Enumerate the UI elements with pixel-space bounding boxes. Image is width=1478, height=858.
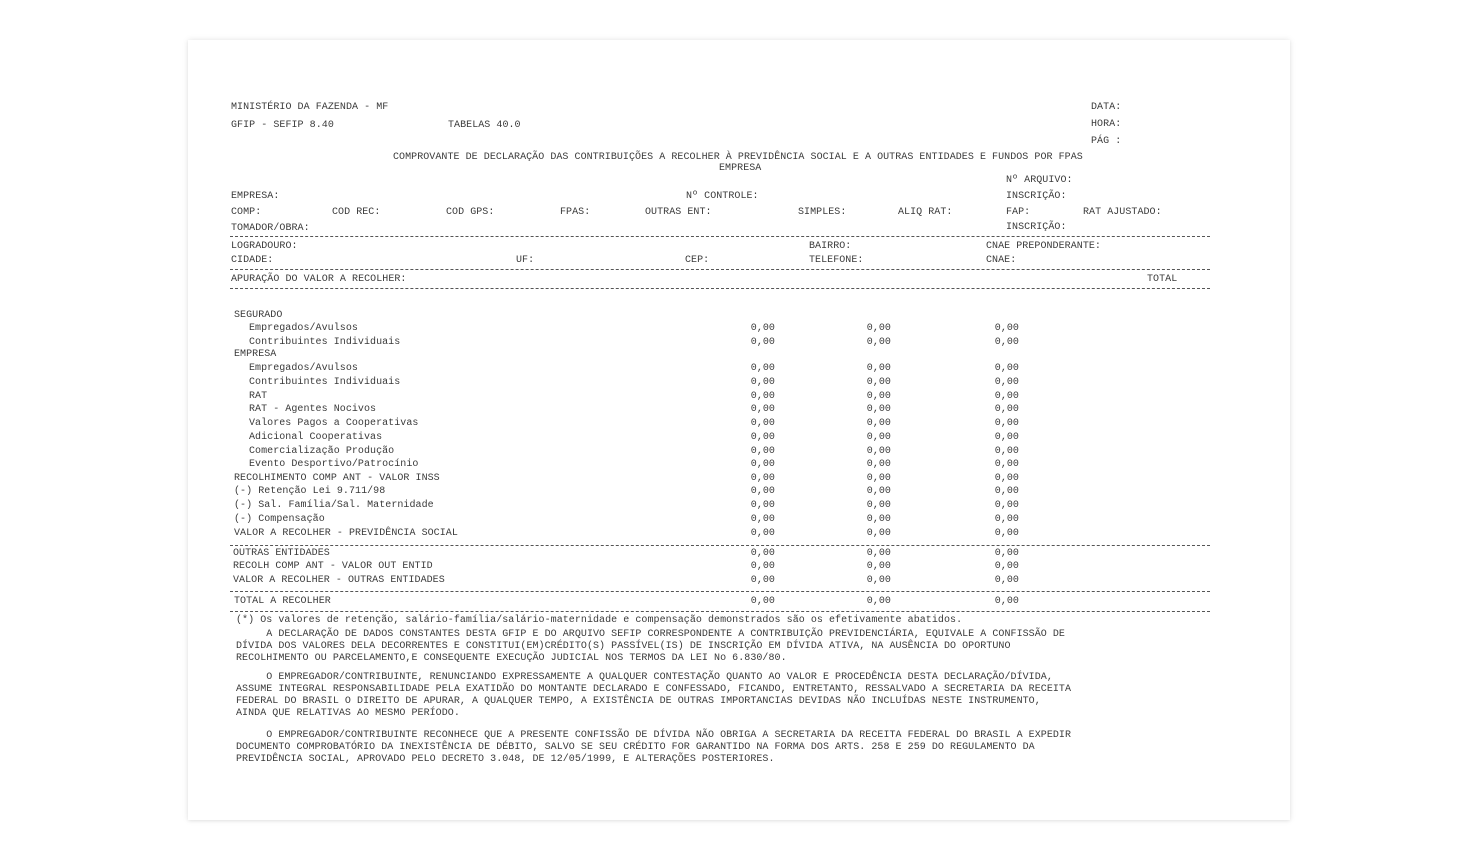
row-value: 0,00 [866,486,891,497]
divider [230,591,1210,592]
row-value: 0,00 [750,391,775,402]
row-value: 0,00 [866,404,891,415]
footnote: (*) Os valores de retenção, salário-família/salário-maternidade e compensação demonstrados são os efetivamente abatidos. [236,615,963,626]
responsibility-paragraph: O EMPREGADOR/CONTRIBUINTE, RENUNCIANDO EXPRESSAMENTE A QUALQUER CONTESTAÇÃO QUANTO AO VALOR E PROCEDÊNCIA DESTA DECLARAÇÃO/DÍVIDA, ASSUME INTEGRAL RESPONSABILIDADE PELA EXATIDÃO DO MONTANTE DECLARADO E CONFESSADO, FICANDO, ENTRETANTO, RESSALVADO A SECRETARIA DA RECEITA FEDERAL DO BRASIL O DIREITO DE APURAR, A QUALQUER TEMPO, A EXISTÊNCIA DE OUTRAS IMPORTANCIAS DEVIDAS NÃO INCLUÍDAS NESTE INSTRUMENTO, AINDA QUE RELATIVAS AO MESMO PERÍODO. [236,672,1072,719]
aliq-rat-label: ALIQ RAT: [898,207,953,218]
row-value: 0,00 [750,500,775,511]
row-value: 0,00 [866,418,891,429]
row-label: (-) Sal. Família/Sal. Maternidade [234,500,434,511]
apuracao-label: APURAÇÃO DO VALOR A RECOLHER: [231,274,407,285]
tables-version: TABELAS 40.0 [448,120,521,131]
outras-ent-label: OUTRAS ENT: [645,207,712,218]
declaration-paragraph: A DECLARAÇÃO DE DADOS CONSTANTES DESTA GFIP E DO ARQUIVO SEFIP CORRESPONDENTE A CONTRIBUIÇÃO PREVIDENCIÁRIA, EQUIVALE A CONFISSÃO DE DÍVIDA DOS VALORES DELA DECORRENTES E CONSTITUI(EM)CRÉDITO(S) PASSÍVEL(IS) DE INSCRIÇÃO EM DÍVIDA ATIVA, NA AUSÊNCIA DO OPORTUNO RECOLHIMENTO OU PARCELAMENTO,E CONSEQUENTE EXECUÇÃO JUDICIAL NOS TERMOS DA LEI No 6.830/80. [236,629,1065,664]
row-label: SEGURADO [234,310,283,321]
row-value: 0,00 [866,377,891,388]
controle-label: Nº CONTROLE: [686,191,759,202]
divider [230,545,1210,546]
row-label: RECOLH COMP ANT - VALOR OUT ENTID [233,561,433,572]
row-value: 0,00 [994,500,1019,511]
recognition-paragraph: O EMPREGADOR/CONTRIBUINTE RECONHECE QUE A PRESENTE CONFISSÃO DE DÍVIDA NÃO OBRIGA A SECRETARIA DA RECEITA FEDERAL DO BRASIL A EXPEDIR DOCUMENTO COMPROBATÓRIO DA INEXISTÊNCIA DE DÉBITO, SALVO SE SEU CRÉDITO FOR GARANTIDO NA FORMA DOS ARTS. 258 E 259 DO REGULAMENTO DA PREVIDÊNCIA SOCIAL, APROVADO PELO DECRETO 3.048, DE 12/05/1999, E ALTERAÇÕES POSTERIORES. [236,730,1072,765]
row-value: 0,00 [750,363,775,374]
row-label: Valores Pagos a Cooperativas [249,418,419,429]
system-version: GFIP - SEFIP 8.40 [231,120,334,131]
row-value: 0,00 [866,337,891,348]
row-value: 0,00 [750,418,775,429]
row-value: 0,00 [750,446,775,457]
row-value: 0,00 [994,363,1019,374]
row-label: Contribuintes Individuais [249,337,401,348]
row-value: 0,00 [994,473,1019,484]
telefone-label: TELEFONE: [809,255,864,266]
fpas-label: FPAS: [560,207,591,218]
row-value: 0,00 [866,363,891,374]
row-label: Empregados/Avulsos [249,323,358,334]
divider [230,288,1210,289]
row-value: 0,00 [994,446,1019,457]
row-label: (-) Compensação [234,514,325,525]
row-value: 0,00 [866,446,891,457]
tomador-label: TOMADOR/OBRA: [231,223,310,234]
row-label: VALOR A RECOLHER - OUTRAS ENTIDADES [233,575,445,586]
inscricao-label: INSCRIÇÃO: [1006,191,1067,202]
total-column-label: TOTAL [1147,274,1178,285]
cidade-label: CIDADE: [231,255,274,266]
row-value: 0,00 [750,548,775,559]
row-value: 0,00 [994,323,1019,334]
inscricao-tomador-label: INSCRIÇÃO: [1006,222,1067,233]
bairro-label: BAIRRO: [809,241,852,252]
cnae-preponderante-label: CNAE PREPONDERANTE: [986,241,1101,252]
divider [230,611,1210,612]
date-label: DATA: [1091,102,1122,113]
row-value: 0,00 [750,486,775,497]
simples-label: SIMPLES: [798,207,847,218]
row-value: 0,00 [750,432,775,443]
logradouro-label: LOGRADOURO: [231,241,298,252]
row-value: 0,00 [866,514,891,525]
row-value: 0,00 [994,548,1019,559]
document-title: COMPROVANTE DE DECLARAÇÃO DAS CONTRIBUIÇÕES A RECOLHER À PREVIDÊNCIA SOCIAL E A OUTRAS ENTIDADES E FUNDOS POR FPAS [393,152,1083,163]
divider [230,236,1210,237]
row-value: 0,00 [994,514,1019,525]
cod-rec-label: COD REC: [332,207,381,218]
row-value: 0,00 [750,337,775,348]
row-value: 0,00 [994,404,1019,415]
row-label: Comercialização Produção [249,446,395,457]
row-value: 0,00 [994,418,1019,429]
fap-label: FAP: [1006,207,1031,218]
row-value: 0,00 [750,404,775,415]
total-value: 0,00 [994,596,1019,607]
row-label: OUTRAS ENTIDADES [233,548,330,559]
row-value: 0,00 [750,561,775,572]
row-label: VALOR A RECOLHER - PREVIDÊNCIA SOCIAL [234,528,458,539]
page-label: PÁG : [1091,136,1122,147]
row-value: 0,00 [866,473,891,484]
row-label: RAT - Agentes Nocivos [249,404,377,415]
row-label: Empregados/Avulsos [249,363,358,374]
row-value: 0,00 [750,377,775,388]
row-value: 0,00 [994,432,1019,443]
row-value: 0,00 [994,486,1019,497]
document-subtitle: EMPRESA [719,163,762,174]
row-value: 0,00 [994,528,1019,539]
row-label: EMPRESA [234,349,277,360]
row-value: 0,00 [866,459,891,470]
row-label: Evento Desportivo/Patrocínio [249,459,419,470]
divider [230,269,1210,270]
total-row-label: TOTAL A RECOLHER [234,596,331,607]
row-value: 0,00 [994,391,1019,402]
row-label: RECOLHIMENTO COMP ANT - VALOR INSS [234,473,440,484]
cnae-label: CNAE: [986,255,1017,266]
row-label: Adicional Cooperativas [249,432,383,443]
row-value: 0,00 [866,548,891,559]
row-value: 0,00 [750,473,775,484]
total-value: 0,00 [866,596,891,607]
row-value: 0,00 [994,561,1019,572]
row-value: 0,00 [750,323,775,334]
comp-label: COMP: [231,207,262,218]
row-value: 0,00 [866,575,891,586]
row-value: 0,00 [750,528,775,539]
row-value: 0,00 [750,459,775,470]
row-value: 0,00 [866,323,891,334]
row-value: 0,00 [994,575,1019,586]
cod-gps-label: COD GPS: [446,207,495,218]
row-value: 0,00 [750,575,775,586]
row-value: 0,00 [994,337,1019,348]
row-value: 0,00 [866,500,891,511]
row-value: 0,00 [994,459,1019,470]
total-value: 0,00 [750,596,775,607]
uf-label: UF: [516,255,535,266]
cep-label: CEP: [685,255,710,266]
row-value: 0,00 [866,561,891,572]
row-value: 0,00 [866,528,891,539]
row-value: 0,00 [866,432,891,443]
time-label: HORA: [1091,119,1122,130]
row-value: 0,00 [750,514,775,525]
arquivo-label: Nº ARQUIVO: [1006,175,1073,186]
empresa-label: EMPRESA: [231,191,280,202]
row-label: (-) Retenção Lei 9.711/98 [234,486,386,497]
row-value: 0,00 [866,391,891,402]
rat-ajustado-label: RAT AJUSTADO: [1083,207,1162,218]
row-value: 0,00 [994,377,1019,388]
row-label: Contribuintes Individuais [249,377,401,388]
ministry-label: MINISTÉRIO DA FAZENDA - MF [231,102,389,113]
row-label: RAT [249,391,268,402]
